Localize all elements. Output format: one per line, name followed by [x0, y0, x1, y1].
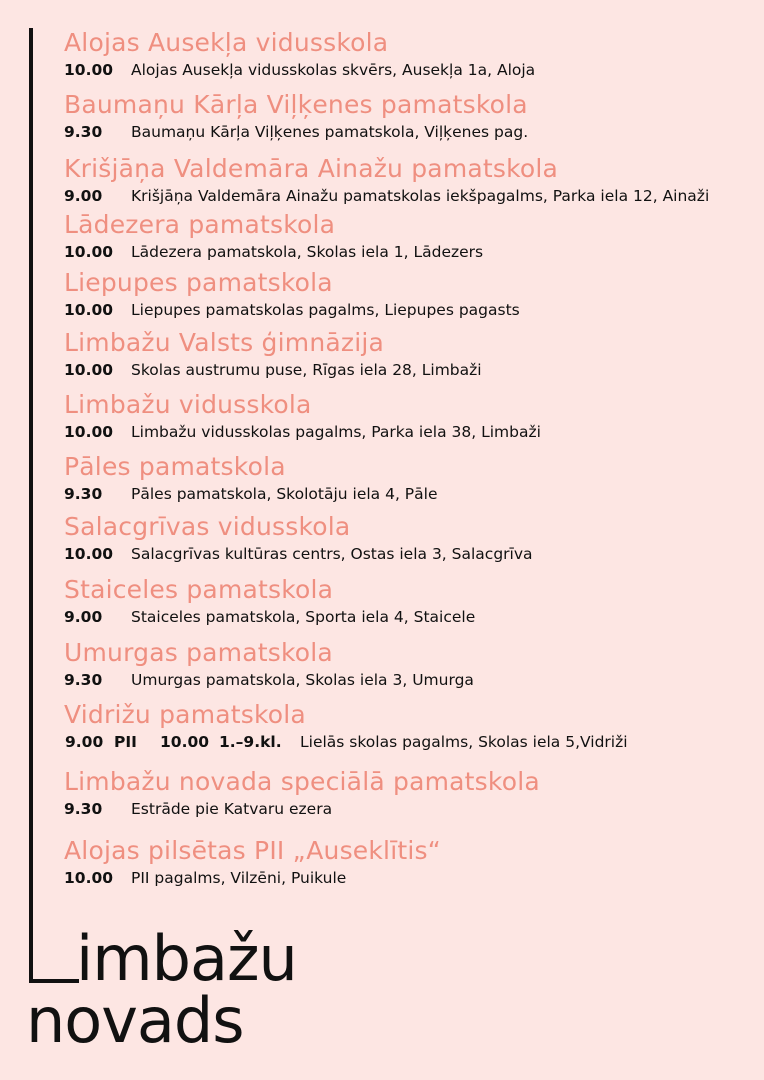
- list-item: [64, 700, 754, 752]
- location: Krišjāņa Valdemāra Ainažu pamatskolas iekšpagalms, Parka iela 12, Ainaži: [131, 187, 710, 205]
- school-name: Liepupes pamatskola: [64, 268, 333, 297]
- list-item: [64, 328, 754, 380]
- time: 10.00: [64, 301, 114, 319]
- school-name: Salacgrīvas vidusskola: [64, 512, 351, 541]
- time: 10.00: [64, 545, 114, 563]
- time: 9.30: [64, 671, 103, 689]
- group-label: 1.–9.kl.: [219, 733, 282, 751]
- brand-title-line2: novads: [26, 984, 244, 1057]
- school-name: Limbažu novada speciālā pamatskola: [64, 767, 540, 796]
- list-item: [64, 28, 754, 80]
- time: 9.30: [64, 800, 103, 818]
- school-name: Limbažu vidusskola: [64, 390, 312, 419]
- time: 9.00: [64, 608, 103, 626]
- time: 10.00: [64, 423, 114, 441]
- time: 10.00: [64, 361, 114, 379]
- time: 9.30: [64, 123, 103, 141]
- list-item: [64, 767, 754, 819]
- location: Lielās skolas pagalms, Skolas iela 5,Vidriži: [300, 733, 628, 751]
- group-label: PII: [114, 733, 137, 751]
- school-name: Baumaņu Kārļa Viļķenes pamatskola: [64, 90, 528, 119]
- time: 10.00: [64, 869, 114, 887]
- list-item: [64, 512, 754, 564]
- brand-letter-l-foot: [29, 979, 79, 983]
- time: 10.00: [160, 733, 210, 751]
- vertical-rule: [29, 28, 33, 983]
- location: Liepupes pamatskolas pagalms, Liepupes pagasts: [131, 301, 520, 319]
- list-item: [64, 210, 754, 262]
- school-name: Staiceles pamatskola: [64, 575, 334, 604]
- school-name: Alojas pilsētas PII „Auseklītis“: [64, 836, 441, 865]
- school-name: Lādezera pamatskola: [64, 210, 336, 239]
- location: PII pagalms, Vilzēni, Puikule: [131, 869, 347, 887]
- list-item: [64, 90, 754, 142]
- time: 9.30: [64, 485, 103, 503]
- location: Skolas austrumu puse, Rīgas iela 28, Limbaži: [131, 361, 482, 379]
- location: Lādezera pamatskola, Skolas iela 1, Lādezers: [131, 243, 484, 261]
- school-name: Vidrižu pamatskola: [64, 700, 306, 729]
- school-name: Pāles pamatskola: [64, 452, 286, 481]
- location: Limbažu vidusskolas pagalms, Parka iela 38, Limbaži: [131, 423, 541, 441]
- location: Alojas Ausekļa vidusskolas skvērs, Ausekļa 1a, Aloja: [131, 61, 536, 79]
- location: Baumaņu Kārļa Viļķenes pamatskola, Viļķenes pag.: [131, 123, 529, 141]
- location: Salacgrīvas kultūras centrs, Ostas iela 3, Salacgrīva: [131, 545, 533, 563]
- brand-title-line1: imbažu: [76, 922, 297, 995]
- time: 9.00: [64, 187, 103, 205]
- list-item: [64, 836, 754, 888]
- time: 10.00: [64, 61, 114, 79]
- location: Staiceles pamatskola, Sporta iela 4, Staicele: [131, 608, 476, 626]
- list-item: [64, 154, 754, 206]
- list-item: [64, 638, 754, 690]
- list-item: [64, 452, 754, 504]
- school-name: Limbažu Valsts ģimnāzija: [64, 328, 385, 357]
- school-name: Krišjāņa Valdemāra Ainažu pamatskola: [64, 154, 559, 183]
- list-item: [64, 390, 754, 442]
- location: Pāles pamatskola, Skolotāju iela 4, Pāle: [131, 485, 438, 503]
- list-item: [64, 575, 754, 627]
- list-item: [64, 268, 754, 320]
- location: Estrāde pie Katvaru ezera: [131, 800, 333, 818]
- time: 9.00: [65, 733, 104, 751]
- location: Umurgas pamatskola, Skolas iela 3, Umurga: [131, 671, 474, 689]
- time: 10.00: [64, 243, 114, 261]
- school-name: Umurgas pamatskola: [64, 638, 333, 667]
- school-name: Alojas Ausekļa vidusskola: [64, 28, 389, 57]
